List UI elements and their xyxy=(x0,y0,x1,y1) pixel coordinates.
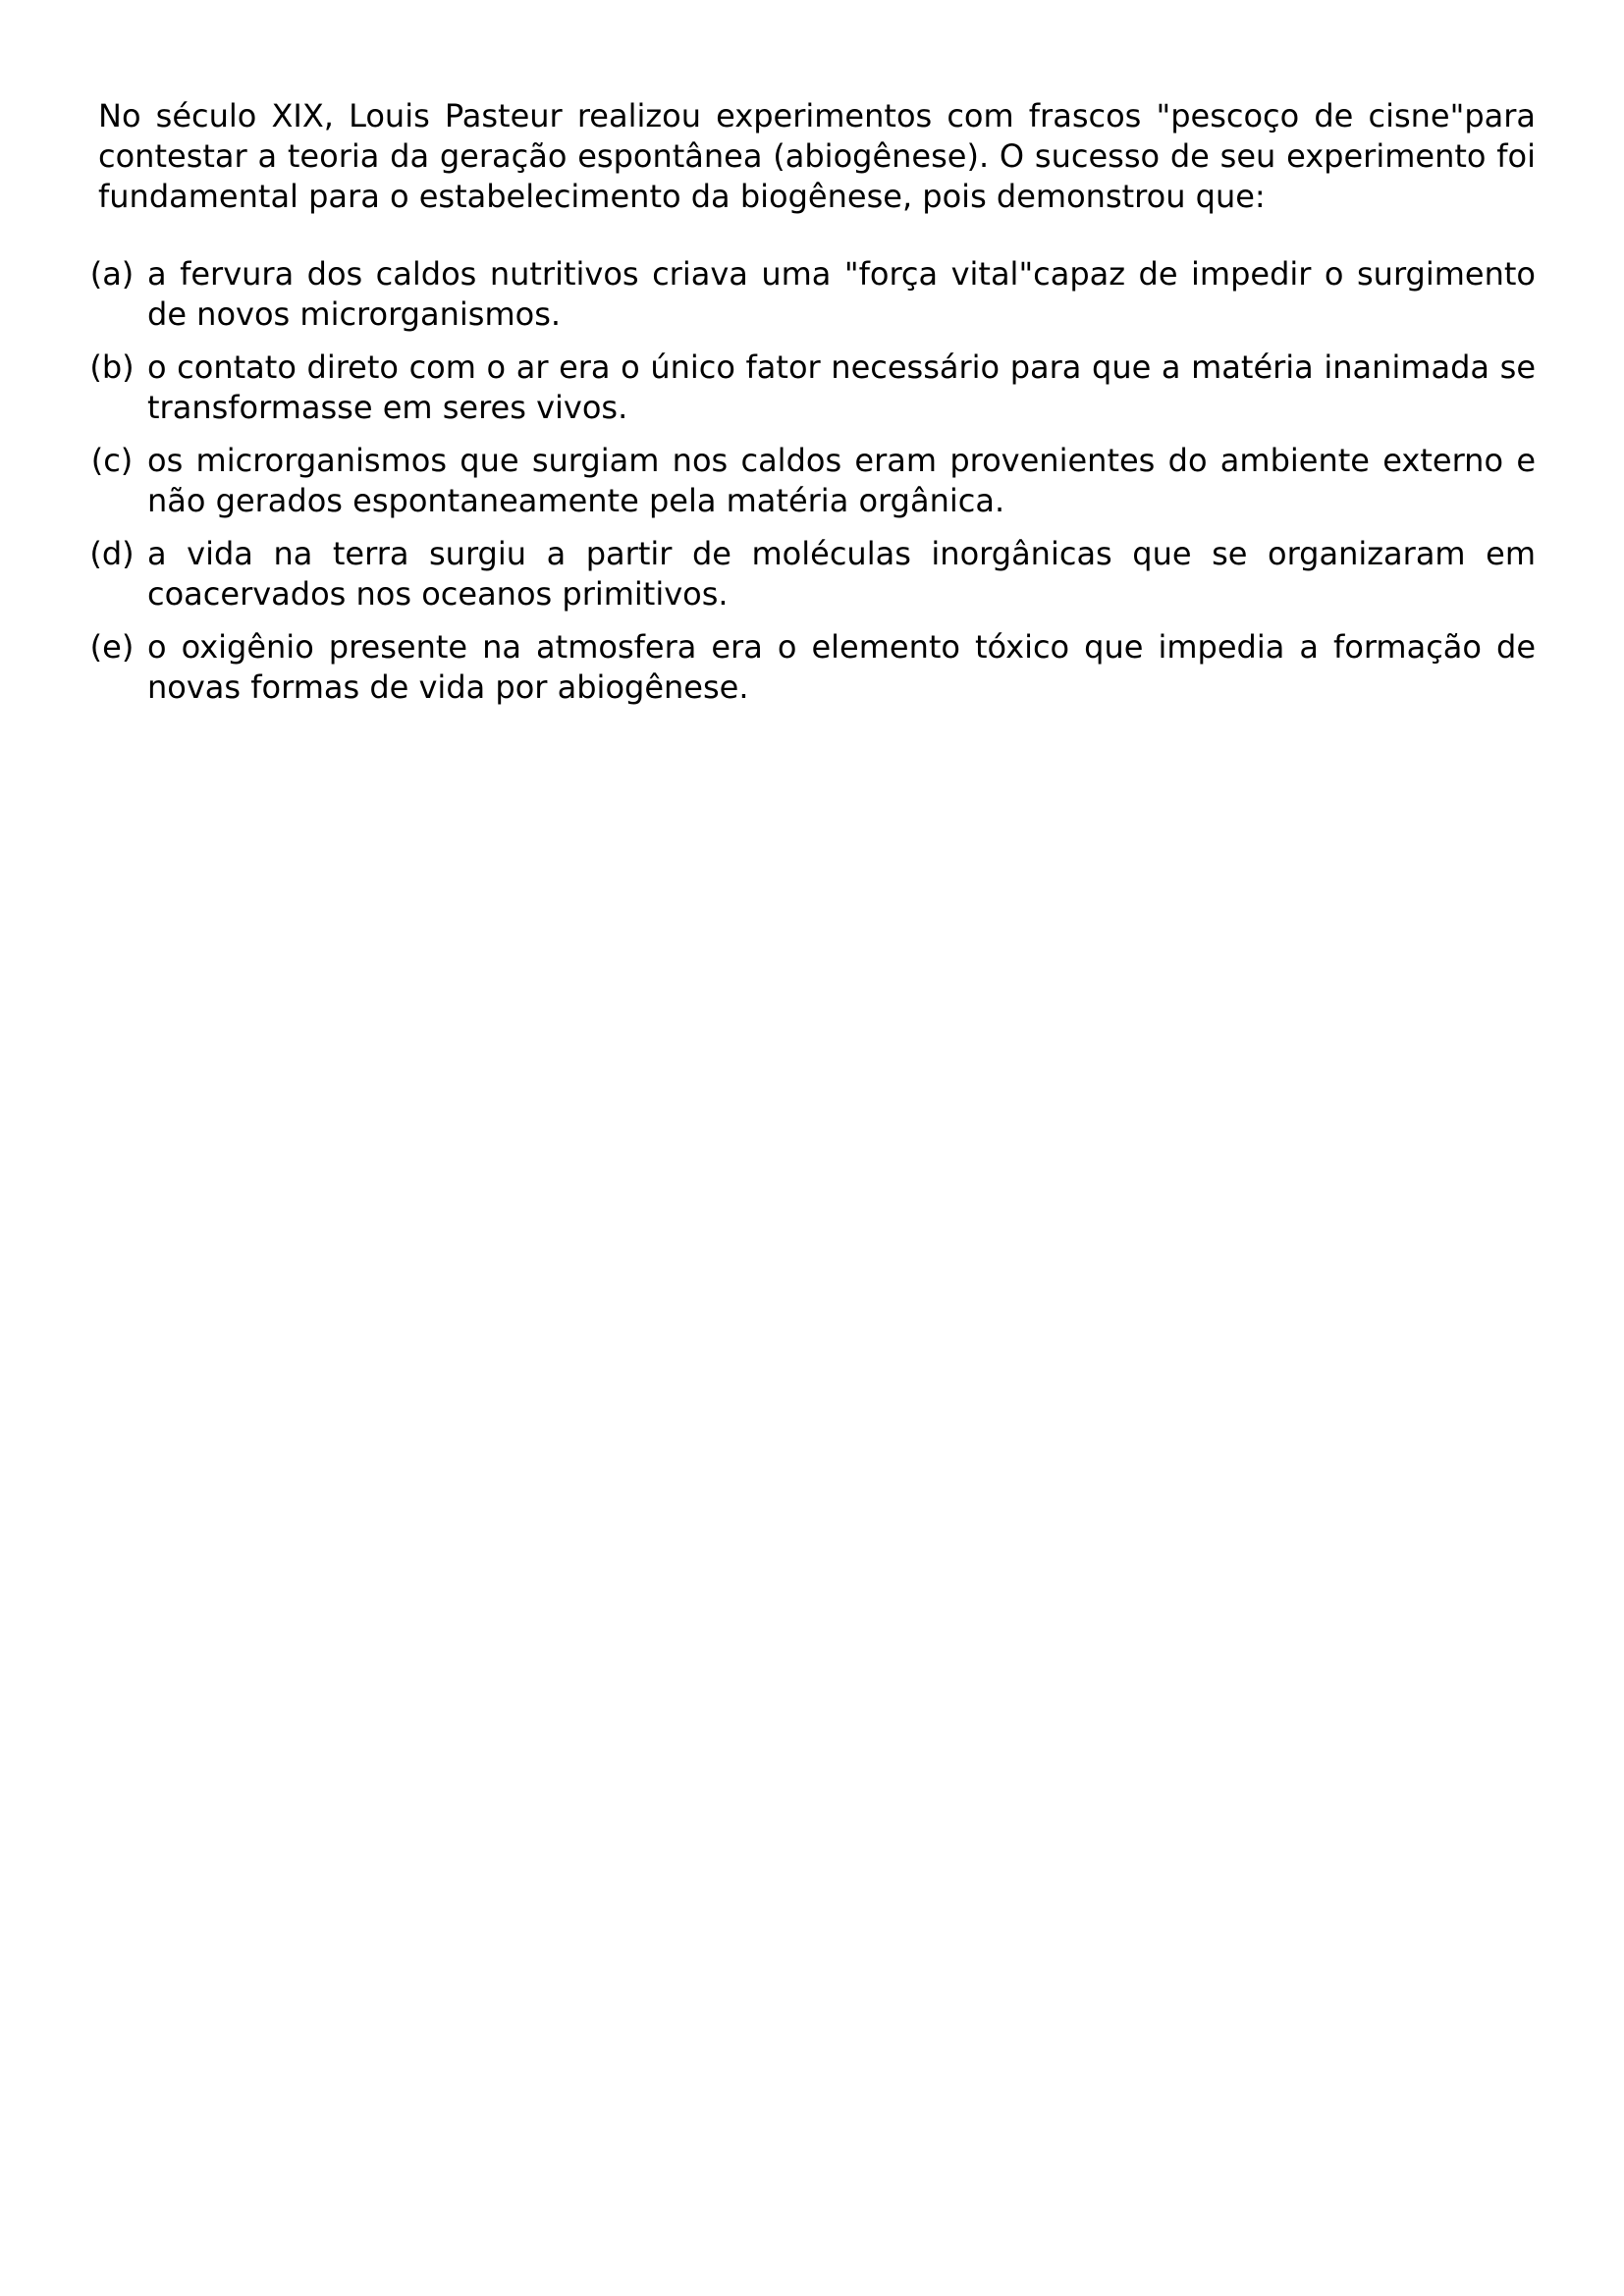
option-a[interactable] xyxy=(89,254,1536,335)
option-b-letter: (b) xyxy=(89,348,135,386)
option-b-text: o contato direto com o ar era o único fator necessário para que a matéria inanimada se transformasse em seres vivos. xyxy=(147,348,1536,426)
option-c[interactable] xyxy=(90,441,1536,521)
option-a-text: a fervura dos caldos nutritivos criava uma "força vital"capaz de impedir o surgimento de novos microrganismos. xyxy=(147,255,1536,333)
option-d[interactable] xyxy=(89,534,1536,614)
option-d-letter: (d) xyxy=(89,535,135,572)
question-stem: No século XIX, Louis Pasteur realizou experimentos com frascos "pescoço de cisne"para contestar a teoria da geração espontânea (abiogênese). O sucesso de seu experimento foi fundamental para o estabelecimento da biogênese, pois demonstrou que: xyxy=(98,97,1536,215)
option-c-letter: (c) xyxy=(90,442,134,479)
answer-options-list xyxy=(89,254,1536,708)
question-block xyxy=(89,96,1536,721)
option-e-letter: (e) xyxy=(89,628,135,666)
option-e-text: o oxigênio presente na atmosfera era o elemento tóxico que impedia a formação de novas formas de vida por abiogênese. xyxy=(147,628,1536,706)
option-a-letter: (a) xyxy=(89,255,135,293)
option-e[interactable] xyxy=(89,627,1536,708)
option-c-text: os microrganismos que surgiam nos caldos eram provenientes do ambiente externo e não gerados espontaneamente pela matéria orgânica. xyxy=(147,442,1536,519)
option-b[interactable] xyxy=(89,347,1536,428)
option-d-text: a vida na terra surgiu a partir de moléculas inorgânicas que se organizaram em coacervados nos oceanos primitivos. xyxy=(147,535,1536,613)
